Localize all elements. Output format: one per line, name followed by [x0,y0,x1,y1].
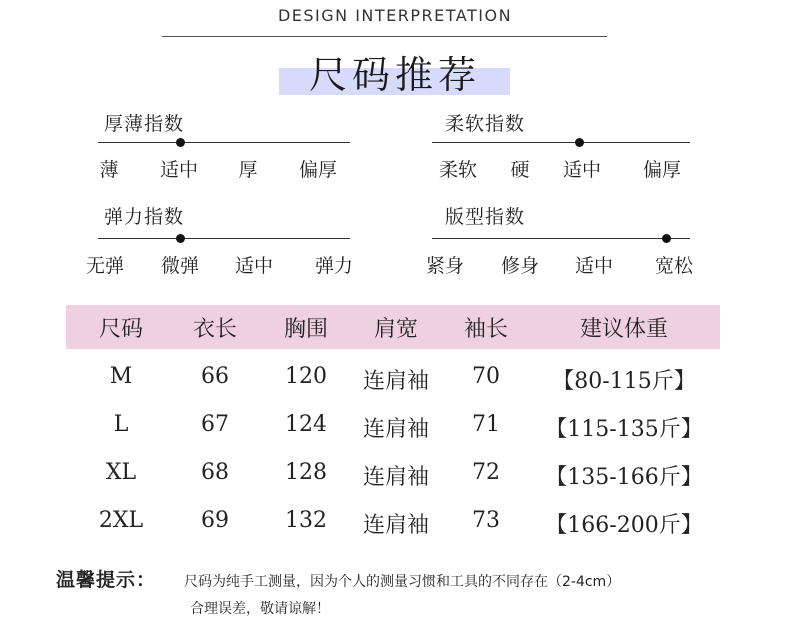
table-cell-sleeve: 71 [472,412,500,437]
softness-option: 硬 [510,159,530,181]
table-cell-size: M [109,364,133,389]
softness-option: 偏厚 [642,159,682,181]
note-text-line1: 尺码为纯手工测量，因为个人的测量习惯和工具的不同存在（2-4cm） [184,574,621,590]
table-cell-chest: 132 [285,508,327,533]
fit-option: 宽松 [654,255,694,277]
design-interpretation-heading: DESIGN INTERPRETATION [277,6,513,25]
header-cell-weight: 建议体重 [579,317,669,342]
header-cell-length: 衣长 [192,317,238,342]
page-title: 尺码推荐 [308,53,481,97]
header-cell-sleeve: 袖长 [463,317,509,342]
table-cell-chest: 128 [285,460,327,485]
fit-scale-marker [662,234,671,243]
table-cell-sleeve: 72 [472,460,500,485]
thickness-scale-marker [176,138,185,147]
header-cell-size: 尺码 [98,317,144,342]
table-cell-weight: 【80-115斤】 [552,369,696,394]
table-cell-length: 67 [201,412,229,437]
table-cell-size: 2XL [98,508,144,533]
table-cell-weight: 【166-200斤】 [545,513,703,538]
thickness-option: 薄 [99,159,119,181]
fit-scale-line [432,238,690,239]
table-cell-weight: 【115-135斤】 [545,417,703,442]
table-cell-shoulder: 连肩袖 [362,465,430,490]
table-cell-chest: 120 [285,364,327,389]
elasticity-scale-line [98,238,350,239]
fit-option: 紧身 [425,255,465,277]
table-cell-length: 66 [201,364,229,389]
table-cell-length: 69 [201,508,229,533]
thickness-option: 厚 [238,159,258,181]
fit-index-title: 版型指数 [445,206,526,228]
table-cell-length: 68 [201,460,229,485]
note-text-line2: 合理误差，敬请谅解！ [190,601,330,617]
table-cell-shoulder: 连肩袖 [362,417,430,442]
table-cell-weight: 【135-166斤】 [545,465,703,490]
elasticity-option: 适中 [234,255,274,277]
elasticity-index-title: 弹力指数 [104,206,185,228]
softness-scale-line [432,142,690,143]
elasticity-option: 微弹 [160,255,200,277]
note-label: 温馨提示： [56,569,157,591]
header-cell-shoulder: 肩宽 [373,317,419,342]
table-cell-size: L [113,412,129,437]
softness-option: 适中 [562,159,602,181]
thickness-scale-line [98,142,350,143]
softness-index-title: 柔软指数 [445,113,526,135]
table-cell-sleeve: 73 [472,508,500,533]
table-cell-shoulder: 连肩袖 [362,369,430,394]
table-cell-chest: 124 [285,412,327,437]
table-cell-size: XL [105,460,137,485]
thickness-option: 适中 [159,159,199,181]
fit-option: 适中 [574,255,614,277]
thickness-index-title: 厚薄指数 [104,113,185,135]
softness-option: 柔软 [438,159,478,181]
table-cell-shoulder: 连肩袖 [362,513,430,538]
fit-option: 修身 [500,255,540,277]
elasticity-option: 无弹 [85,255,125,277]
elasticity-scale-marker [176,234,185,243]
header-divider [162,36,607,37]
thickness-option: 偏厚 [298,159,338,181]
elasticity-option: 弹力 [314,255,354,277]
table-cell-sleeve: 70 [472,364,500,389]
header-cell-chest: 胸围 [283,317,329,342]
softness-scale-marker [575,138,584,147]
